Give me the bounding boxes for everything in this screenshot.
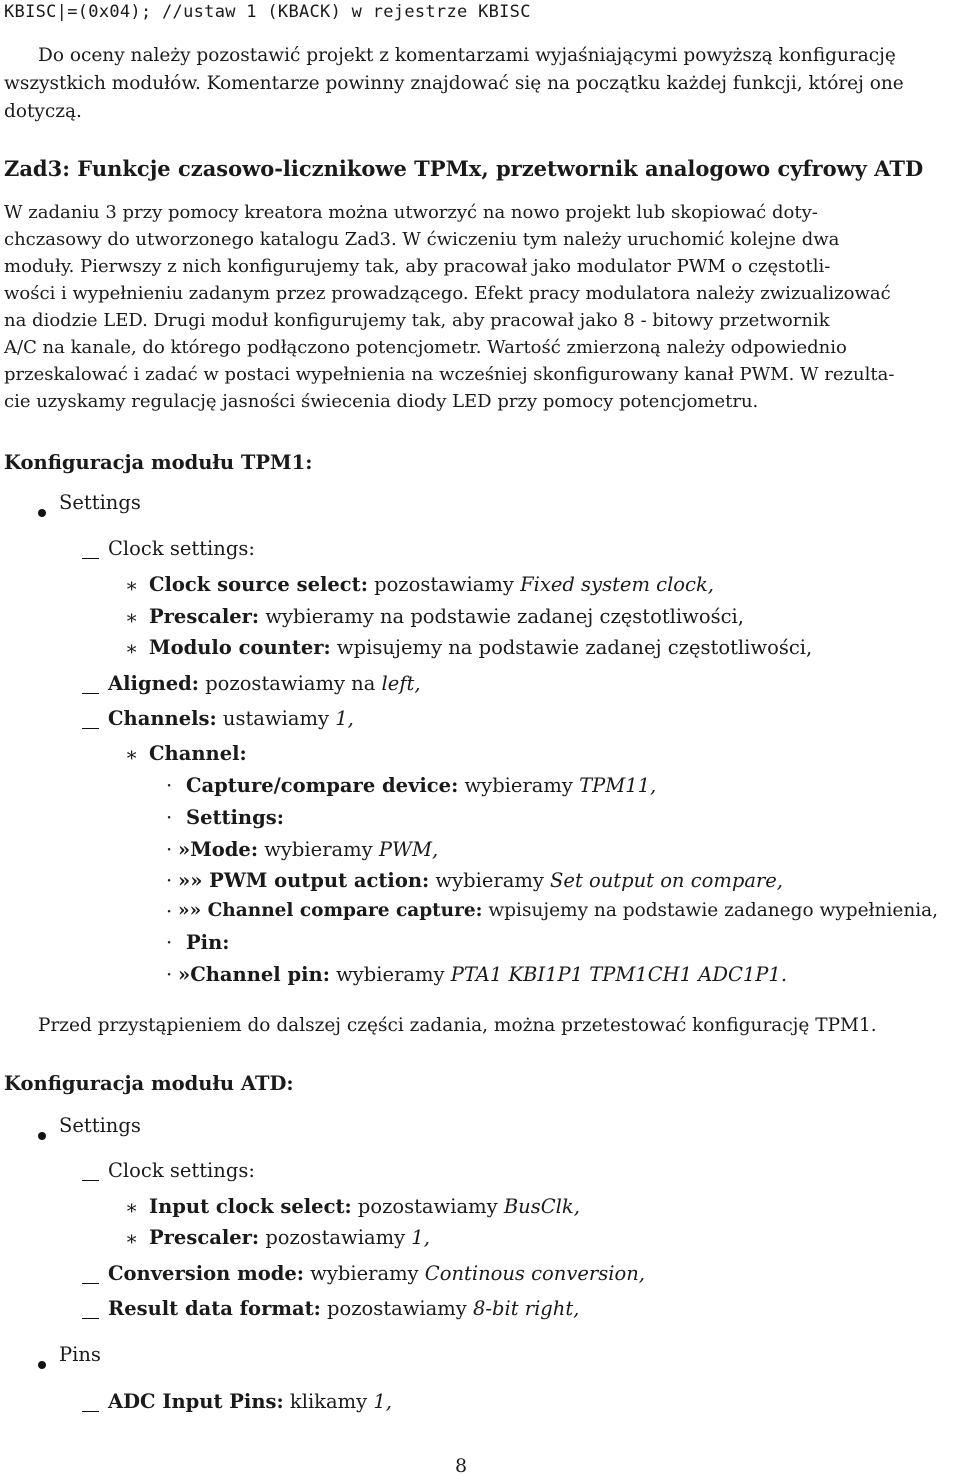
page-number: 8 <box>455 1455 468 1477</box>
tpm1-clock-source: Clock source select: pozostawiamy Fixed system clock, <box>149 573 714 596</box>
atd-star-2: ∗ <box>125 1227 139 1250</box>
atd-pins-bullet <box>38 1356 46 1375</box>
section-line-7: przeskalować i zadać w postaci wypełnienia na wcześniej skonfigurowany kanał PWM. W rezulta- <box>4 364 895 385</box>
tpm1-modulo: Modulo counter: wpisujemy na podstawie zadanej częstotliwości, <box>149 636 813 659</box>
atd-star-1: ∗ <box>125 1196 139 1219</box>
tpm1-note: Przed przystąpieniem do dalszej części zadania, można przetestować konfigurację TPM1. <box>38 1015 877 1036</box>
intro-line-3: dotyczą. <box>4 101 82 122</box>
tpm1-dot-3: · <box>166 838 173 861</box>
atd-adc-dash <box>82 1402 99 1421</box>
atd-clock-settings: Clock settings: <box>108 1159 255 1182</box>
tpm1-mode: »Mode: wybieramy PWM, <box>178 838 439 861</box>
tpm1-star-3: ∗ <box>125 637 139 660</box>
atd-settings-bullet <box>38 1127 46 1146</box>
tpm1-dot-6: · <box>166 931 173 954</box>
tpm1-pin: Pin: <box>186 931 230 954</box>
code-line: KBISC|=(0x04); //ustaw 1 (KBACK) w rejestrze KBISC <box>4 2 531 22</box>
tpm1-star-2: ∗ <box>125 606 139 629</box>
section-line-8: cie uzyskamy regulację jasności świecenia diody LED przy pomocy potencjometru. <box>4 391 759 412</box>
atd-result-dash <box>82 1309 99 1328</box>
section-line-5: na diodzie LED. Drugi moduł konfigurujemy tak, aby pracował jako 8 - bitowy przetwornik <box>4 310 830 331</box>
atd-conversion: Conversion mode: wybieramy Continous conversion, <box>108 1262 645 1285</box>
tpm1-star-4: ∗ <box>125 743 139 766</box>
tpm1-settings: Settings <box>59 491 141 514</box>
section-line-2: chczasowy do utworzonego katalogu Zad3. W ćwiczeniu tym należy uruchomić kolejne dwa <box>4 229 840 250</box>
tpm1-dot-5: · <box>166 900 173 923</box>
atd-result: Result data format: pozostawiamy 8-bit right, <box>108 1297 580 1320</box>
intro-line-1: Do oceny należy pozostawić projekt z komentarzami wyjaśniającymi powyższą konfigurację <box>38 45 896 66</box>
intro-line-2: wszystkich modułów. Komentarze powinny znajdować się na początku każdej funkcji, której one <box>4 73 904 94</box>
tpm1-channel-compare: »» Channel compare capture: wpisujemy na podstawie zadanego wypełnienia, <box>178 900 939 921</box>
tpm1-dot-7: · <box>166 963 173 986</box>
tpm1-channel-pin: »Channel pin: wybieramy PTA1 KBI1P1 TPM1CH1 ADC1P1. <box>178 963 788 986</box>
section-title: Zad3: Funkcje czasowo-licznikowe TPMx, przetwornik analogowo cyfrowy ATD <box>4 156 924 181</box>
tpm1-star-1: ∗ <box>125 574 139 597</box>
tpm1-pwm-output: »» PWM output action: wybieramy Set output on compare, <box>178 869 784 892</box>
tpm1-channels-dash <box>82 719 99 738</box>
tpm1-aligned-dash <box>82 684 99 703</box>
tpm1-channels: Channels: ustawiamy 1, <box>108 707 354 730</box>
atd-heading: Konfiguracja modułu ATD: <box>4 1072 294 1095</box>
section-line-1: W zadaniu 3 przy pomocy kreatora można utworzyć na nowo projekt lub skopiować doty- <box>4 202 818 223</box>
tpm1-settings-2: Settings: <box>186 806 284 829</box>
tpm1-dot-2: · <box>166 806 173 829</box>
atd-conversion-dash <box>82 1274 99 1293</box>
atd-input-clock: Input clock select: pozostawiamy BusClk, <box>149 1195 580 1218</box>
atd-clock-dash <box>82 1171 99 1190</box>
tpm1-prescaler: Prescaler: wybieramy na podstawie zadanej częstotliwości, <box>149 605 744 628</box>
section-line-3: moduły. Pierwszy z nich konfigurujemy tak, aby pracował jako modulator PWM o częstotli- <box>4 256 831 277</box>
tpm1-dot-1: · <box>166 774 173 797</box>
tpm1-clock-dash <box>82 549 99 568</box>
tpm1-heading: Konfiguracja modułu TPM1: <box>4 451 313 474</box>
atd-adc-input-pins: ADC Input Pins: klikamy 1, <box>108 1390 392 1413</box>
tpm1-dot-4: · <box>166 869 173 892</box>
tpm1-channel: Channel: <box>149 742 247 765</box>
section-line-6: A/C na kanale, do którego podłączono potencjometr. Wartość zmierzoną należy odpowiednio <box>4 337 847 358</box>
atd-pins: Pins <box>59 1343 101 1366</box>
atd-prescaler: Prescaler: pozostawiamy 1, <box>149 1226 430 1249</box>
atd-settings: Settings <box>59 1114 141 1137</box>
tpm1-settings-bullet <box>38 504 46 523</box>
tpm1-capture: Capture/compare device: wybieramy TPM11, <box>186 774 657 797</box>
section-line-4: wości i wypełnieniu zadanym przez prowadzącego. Efekt pracy modulatora należy zwizualizować <box>4 283 891 304</box>
tpm1-clock-settings: Clock settings: <box>108 537 255 560</box>
tpm1-aligned: Aligned: pozostawiamy na left, <box>108 672 421 695</box>
